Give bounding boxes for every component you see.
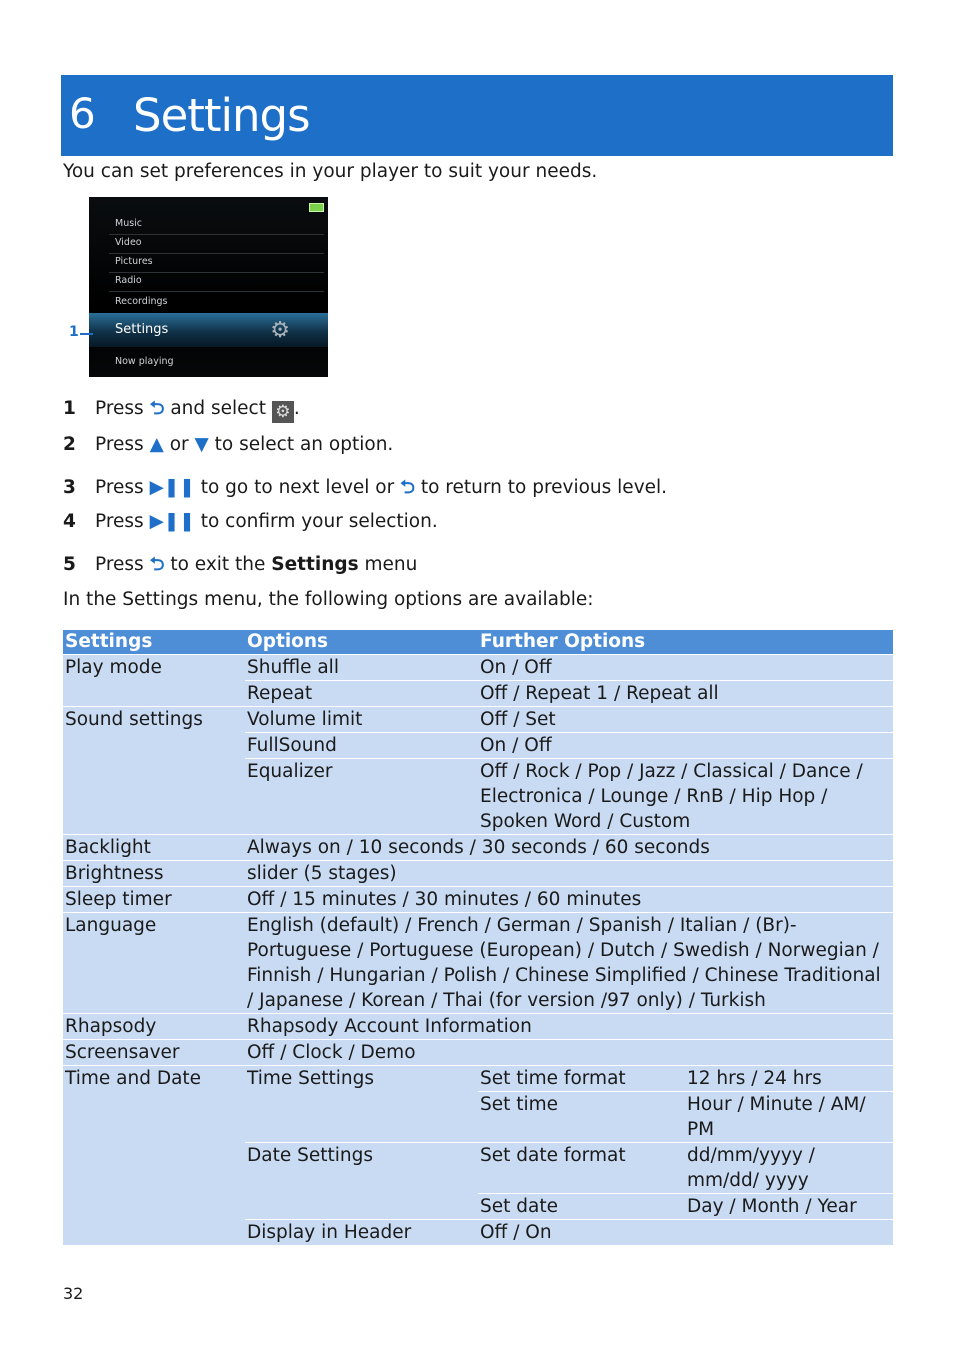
back-icon: ⮌ <box>400 477 415 498</box>
table-cell: Backlight <box>63 835 245 861</box>
table-cell: FullSound <box>245 733 478 759</box>
step-1: 1 Press ⮌ and select ⚙ . <box>63 398 300 422</box>
table-row <box>63 1014 893 1040</box>
table-cell: On / Off <box>478 733 893 759</box>
back-icon: ⮌ <box>149 398 165 419</box>
table-cell: Off / Rock / Pop / Jazz / Classical / Dance / Electronica / Lounge / RnB / Hip Hop / Spoken Word / Custom <box>478 759 893 835</box>
back-icon: ⮌ <box>149 554 165 575</box>
table-cell: Sound settings <box>63 707 245 835</box>
table-cell: Shuffle all <box>245 655 478 681</box>
table-cell: Set time <box>478 1092 685 1143</box>
down-arrow-icon: ▼ <box>194 434 209 455</box>
table-cell: Further Options <box>478 630 893 655</box>
page-number: 32 <box>63 1284 84 1303</box>
table-cell: Play mode <box>63 655 245 707</box>
callout-number: 1 <box>69 324 79 340</box>
step-5: 5 Press ⮌ to exit the Settings menu <box>63 554 418 575</box>
chapter-title: Settings <box>133 89 310 142</box>
table-cell: Display in Header <box>245 1220 478 1246</box>
chapter-number: 6 <box>69 89 96 138</box>
table-row <box>63 887 893 913</box>
table-cell: Hour / Minute / AM/ PM <box>685 1092 893 1143</box>
up-arrow-icon: ▲ <box>149 434 164 455</box>
table-cell: Date Settings <box>245 1143 478 1220</box>
table-cell: Screensaver <box>63 1040 245 1066</box>
table-row <box>63 1066 893 1092</box>
table-cell: On / Off <box>478 655 893 681</box>
step-2: 2 Press ▲ or ▼ to select an option. <box>63 434 394 455</box>
table-cell: Off / 15 minutes / 30 minutes / 60 minutes <box>245 887 893 913</box>
table-row <box>63 1040 893 1066</box>
settings-table <box>63 630 893 1245</box>
table-cell: Rhapsody <box>63 1014 245 1040</box>
table-cell: 12 hrs / 24 hrs <box>685 1066 893 1092</box>
table-cell: Settings <box>63 630 245 655</box>
table-cell: Volume limit <box>245 707 478 733</box>
intro-text: You can set preferences in your player to suit your needs. <box>63 161 598 182</box>
device-screenshot: Music Video Pictures Radio Recordings Settings ⚙ Now playing <box>89 197 328 377</box>
table-cell: Off / On <box>478 1220 893 1246</box>
table-row <box>63 835 893 861</box>
table-cell: dd/mm/yyyy / mm/dd/ yyyy <box>685 1143 893 1194</box>
step-3: 3 Press ▶❚❚ to go to next level or ⮌ to return to previous level. <box>63 477 668 498</box>
table-cell: Options <box>245 630 478 655</box>
gear-icon: ⚙ <box>270 318 290 343</box>
options-intro: In the Settings menu, the following options are available: <box>63 589 594 610</box>
play-pause-icon: ▶❚❚ <box>149 477 195 498</box>
table-cell: Set date <box>478 1194 685 1220</box>
battery-icon <box>309 203 324 212</box>
chapter-banner <box>61 75 893 156</box>
step-4: 4 Press ▶❚❚ to confirm your selection. <box>63 511 438 532</box>
table-cell: Set date format <box>478 1143 685 1194</box>
table-cell: Brightness <box>63 861 245 887</box>
settings-gear-icon: ⚙ <box>272 401 294 423</box>
table-cell: Time and Date <box>63 1066 245 1246</box>
table-cell: Sleep timer <box>63 887 245 913</box>
table-cell: Rhapsody Account Information <box>245 1014 893 1040</box>
callout-line <box>80 333 93 335</box>
table-row <box>63 707 893 733</box>
table-cell: slider (5 stages) <box>245 861 893 887</box>
table-cell: Repeat <box>245 681 478 707</box>
table-cell: Equalizer <box>245 759 478 835</box>
table-cell: Always on / 10 seconds / 30 seconds / 60 seconds <box>245 835 893 861</box>
table-cell: Off / Set <box>478 707 893 733</box>
table-cell: Language <box>63 913 245 1014</box>
table-cell: English (default) / French / German / Spanish / Italian / (Br)-Portuguese / Portuguese (European) / Dutch / Swedish / Norwegian / Finnish / Hungarian / Polish / Chinese Simplified / Chinese Traditional / Japanese / Korean / Thai (for version /97 only) / Turkish <box>245 913 893 1014</box>
table-header <box>63 630 893 655</box>
table-row <box>63 655 893 681</box>
table-cell: Day / Month / Year <box>685 1194 893 1220</box>
menu-item-settings-selected: Settings ⚙ <box>89 313 328 347</box>
table-cell: Off / Repeat 1 / Repeat all <box>478 681 893 707</box>
play-pause-icon: ▶❚❚ <box>149 511 195 532</box>
table-cell: Set time format <box>478 1066 685 1092</box>
table-cell: Time Settings <box>245 1066 478 1143</box>
table-cell: Off / Clock / Demo <box>245 1040 893 1066</box>
table-row <box>63 913 893 1014</box>
table-row <box>63 861 893 887</box>
